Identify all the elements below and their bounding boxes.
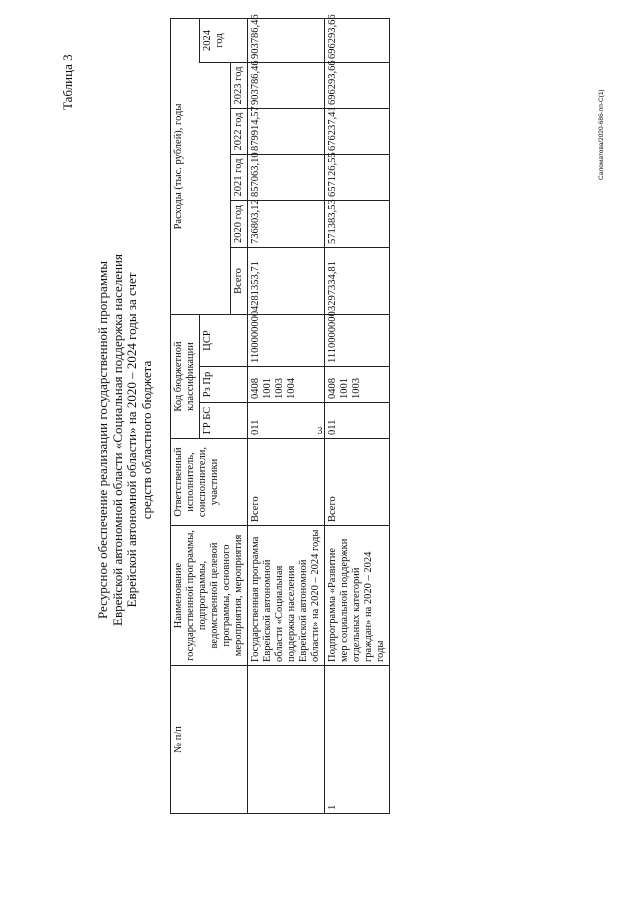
title-line: Ресурсное обеспечение реализации государственной программы — [95, 260, 110, 620]
header-total: Всего — [231, 247, 248, 314]
cell-csr: 1100000000 — [248, 314, 325, 366]
cell-2024: 696293,66 — [325, 18, 390, 62]
cell-2021: 857063,10 — [248, 154, 325, 200]
cell-2022: 879914,57 — [248, 108, 325, 154]
header-2021: 2021 год — [231, 154, 248, 200]
header-budget-code: Код бюджетной классификации — [171, 314, 200, 438]
table-row — [248, 18, 325, 813]
page-number: 3 — [317, 426, 323, 437]
footer-code: Саломатова/2020-686-пп-С(1) — [598, 89, 605, 180]
cell-2021: 657126,55 — [325, 154, 390, 200]
cell-rzpr: 0408 1001 1003 1004 — [248, 367, 325, 403]
header-grbs: ГР БС — [200, 403, 248, 439]
resource-table — [170, 14, 390, 814]
header-row-1 — [171, 18, 200, 813]
title-line: Еврейской автономной области «Социальная поддержка населения — [109, 254, 125, 626]
header-name: Наименование государственной программы, подпрограммы, ведомственной целевой программы, основного мероприятия, мероприятия — [171, 526, 248, 666]
table-label: Таблица 3 — [60, 54, 75, 110]
title-line: Еврейской автономной области» на 2020 – 2024 годы за счет — [124, 272, 139, 608]
header-2022: 2022 год — [231, 108, 248, 154]
header-2024: 2024 год — [200, 18, 248, 62]
cell-executor: Всего — [325, 439, 390, 526]
cell-name: Государственная программа Еврейской автономной области «Социальная поддержка населения Еврейской автономной области» на 2020 – 2024 годы — [248, 526, 325, 666]
cell-2023: 903786,46 — [248, 62, 325, 108]
cell-2020: 736803,12 — [248, 200, 325, 247]
table-row — [325, 18, 390, 813]
header-csr: ЦСР — [200, 314, 248, 366]
header-num: № п/п — [171, 666, 248, 814]
header-rzpr: Рз Пр — [200, 367, 248, 403]
cell-num: 1 — [325, 666, 390, 814]
cell-2023: 696293,66 — [325, 62, 390, 108]
cell-num — [248, 666, 325, 814]
cell-rzpr: 0408 1001 1003 — [325, 367, 390, 403]
title-line: средств областного бюджета — [138, 360, 154, 520]
document-title — [96, 240, 154, 640]
header-expenses: Расходы (тыс. рублей), годы — [171, 18, 200, 314]
header-executor: Ответственный исполнитель, соисполнители, участники — [171, 439, 248, 526]
cell-2024: 903786,46 — [248, 18, 325, 62]
cell-total: 3297334,81 — [325, 247, 390, 314]
header-2023: 2023 год — [231, 62, 248, 108]
header-2020: 2020 год — [231, 200, 248, 247]
header-spacer — [200, 62, 231, 314]
cell-total: 4281353,71 — [248, 247, 325, 314]
cell-executor: Всего — [248, 439, 325, 526]
cell-2020: 571383,53 — [325, 200, 390, 247]
cell-csr: 1110000000 — [325, 314, 390, 366]
cell-grbs: 011 — [248, 403, 325, 439]
cell-grbs: 011 — [325, 403, 390, 439]
cell-name: Подпрограмма «Развитие мер социальной поддержки отдельных категорий граждан» на 2020 – 2024 годы — [325, 526, 390, 666]
cell-2022: 676237,41 — [325, 108, 390, 154]
